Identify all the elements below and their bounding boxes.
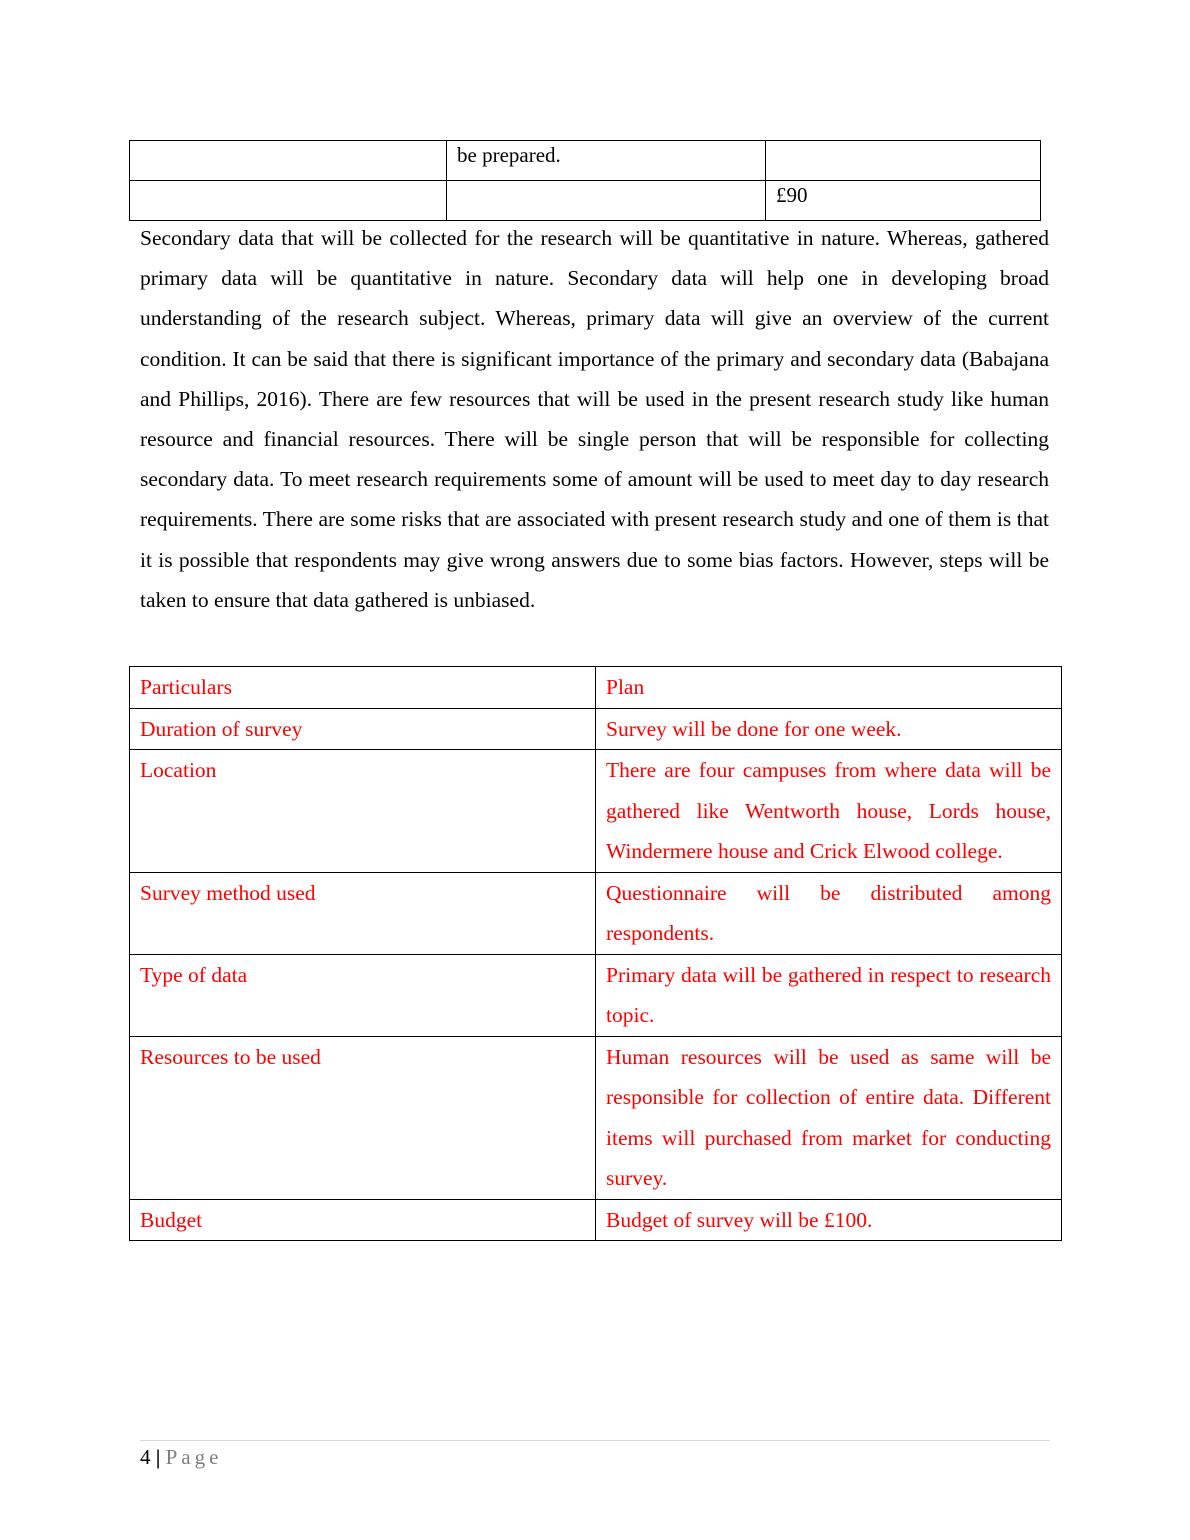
table-cell xyxy=(766,141,1041,181)
table-row xyxy=(130,1036,1062,1199)
particulars-cell: Type of data xyxy=(130,954,596,1036)
particulars-cell: Budget xyxy=(130,1199,596,1241)
top-table xyxy=(129,140,1041,221)
table-row xyxy=(130,872,1062,954)
particulars-cell: Survey method used xyxy=(130,872,596,954)
header-particulars: Particulars xyxy=(130,667,596,709)
table-cell xyxy=(130,141,447,181)
survey-plan-table xyxy=(129,666,1062,1241)
footer-divider xyxy=(140,1440,1050,1441)
table-row xyxy=(130,750,1062,873)
particulars-cell: Location xyxy=(130,750,596,873)
plan-cell: Human resources will be used as same will be responsible for collection of entire data. Different items will purchased from market for conducting survey. xyxy=(596,1036,1062,1199)
table-row xyxy=(130,954,1062,1036)
table-cell: be prepared. xyxy=(447,141,766,181)
table-header-row xyxy=(130,667,1062,709)
table-row xyxy=(130,708,1062,750)
particulars-cell: Resources to be used xyxy=(130,1036,596,1199)
table-cell: £90 xyxy=(766,181,1041,221)
plan-cell: Budget of survey will be £100. xyxy=(596,1199,1062,1241)
footer-separator: | xyxy=(155,1445,161,1469)
plan-cell: Primary data will be gathered in respect to research topic. xyxy=(596,954,1062,1036)
page-number: 4 xyxy=(140,1445,151,1469)
particulars-cell: Duration of survey xyxy=(130,708,596,750)
table-cell xyxy=(130,181,447,221)
plan-cell: Survey will be done for one week. xyxy=(596,708,1062,750)
page-label: Page xyxy=(165,1445,223,1469)
table-cell xyxy=(447,181,766,221)
plan-cell: Questionnaire will be distributed among respondents. xyxy=(596,872,1062,954)
body-paragraph: Secondary data that will be collected for the research will be quantitative in nature. Whereas, gathered primary data will be quantitative in nature. Secondary data will help one in developing broad understanding of the research subject. Whereas, primary data will give an overview of the current condition. It can be said that there is significant importance of the primary and secondary data (Babajana and Phillips, 2016). There are few resources that will be used in the present research study like human resource and financial resources. There will be single person that will be responsible for collecting secondary data. To meet research requirements some of amount will be used to meet day to day research requirements. There are some risks that are associated with present research study and one of them is that it is possible that respondents may give wrong answers due to some bias factors. However, steps will be taken to ensure that data gathered is unbiased. xyxy=(140,226,1049,612)
table-row xyxy=(130,141,1041,181)
plan-cell: There are four campuses from where data will be gathered like Wentworth house, Lords house, Windermere house and Crick Elwood college. xyxy=(596,750,1062,873)
table-row xyxy=(130,1199,1062,1241)
table-row xyxy=(130,181,1041,221)
page-footer xyxy=(140,1443,222,1471)
header-plan: Plan xyxy=(596,667,1062,709)
